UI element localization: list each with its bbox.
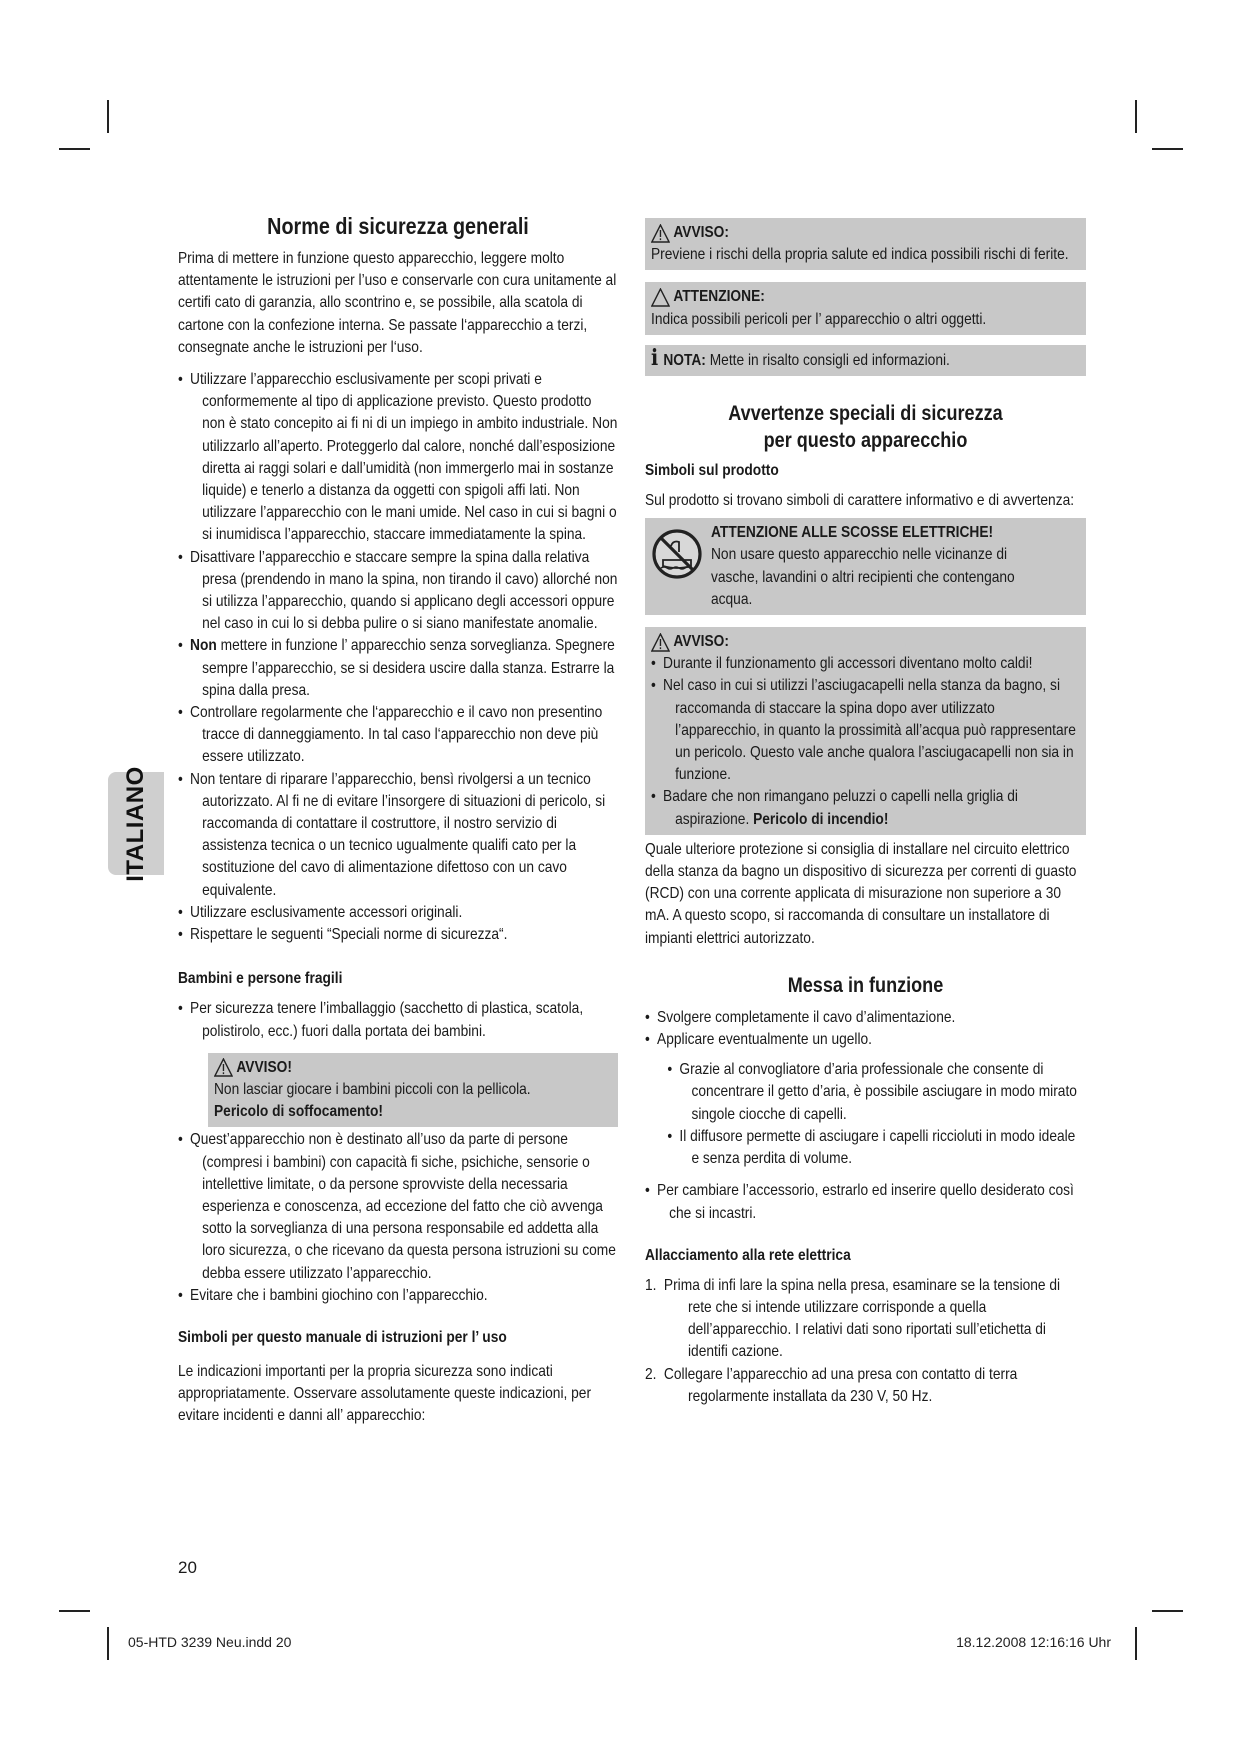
crop-mark <box>107 1627 109 1660</box>
list-item: • Non mettere in funzione l’ apparecchio senza sorveglianza. Spegnere sempre l’apparecchio, se si desidera uscire dalla stanza. Estrarre la spina dalla presa. <box>178 635 618 702</box>
crop-mark <box>59 1610 90 1612</box>
list-item: 1. Prima di infi lare la spina nella presa, esaminare se la tensione di rete che si intende utilizzare corrisponde a quella dell’apparecchio. I relativi dati sono riportati sull’etichetta di identifi cazione. <box>645 1276 1061 1361</box>
crop-mark <box>1135 100 1137 133</box>
language-tab-label: ITALIANO <box>122 765 149 882</box>
legend-attenzione-text: Indica possibili pericoli per l’ apparecchio o altri oggetti. <box>651 310 987 328</box>
heading-children: Bambini e persone fragili <box>178 970 343 988</box>
warning-box-bold: Pericolo di soffocamento! <box>214 1103 383 1121</box>
list-item: • Disattivare l’apparecchio e staccare sempre la spina dalla relativa presa (prendendo in mano la spina, non tirando il cavo) allorché non si utilizza l’apparecchio, quando si applicano degli accessori oppure nel caso in cui lo si debba pulire o si siano manifestate anomalie. <box>178 547 618 636</box>
allacciamento-list <box>645 1275 1086 1408</box>
intro-paragraph: Prima di mettere in funzione questo apparecchio, leggere molto attentamente le istruzioni per l’uso e conservarle con cura unitamente al certifi cato di garanzia, allo scontrino e, se possibile, alla scatola di cartone con la confezione interna. Se passate l‘apparecchio a terzi, consegnate anche le istruzioni per l‘uso. <box>178 250 617 356</box>
special-title-1: Avvertenze speciali di sicurezza <box>728 402 1003 426</box>
language-tab <box>108 765 164 882</box>
list-item: • Utilizzare l’apparecchio esclusivamente per scopi privati e conformemente al tipo di applicazione previsto. Questo prodotto non è stato concepito ai fi ni di un impiego in ambito industriale. Non utilizzarlo all’aperto. Proteggerlo dal calore, nonché dall’esposizione diretta ai raggi solari e dall’umidità (non immergerlo mai in sostanze liquide) e tenerlo a distanza da oggetti con spigoli affi lati. Non utilizzare l’apparecchio con le mani umide. Nel caso in cui si bagni o si inumidisca l’apparecchio, staccare immediatamente la spina. <box>178 369 618 547</box>
footer-date: 18.12.2008 12:16:16 Uhr <box>956 1634 1111 1650</box>
list-item: • Durante il funzionamento gli accessori diventano molto caldi! <box>651 653 1080 675</box>
legend-nota <box>645 345 1086 376</box>
warning-box-text: Non lasciar giocare i bambini piccoli con la pellicola. <box>214 1080 531 1098</box>
list-item: • Quest’apparecchio non è destinato all’uso da parte di persone (compresi i bambini) con capacità fi siche, psichiche, sensorie o intellettive limitate, o da persone sprovviste della necessaria esperienza e conoscenza, ad eccezione del fatto che ciò avvenga sotto la sorveglianza di una persona responsabile ed addetta alla loro sicurezza, o che ricevano da questa persona istruzioni su come debba essere utilizzato l’apparecchio. <box>178 1129 618 1284</box>
list-item: • Badare che non rimangano peluzzi o capelli nella griglia di aspirazione. Pericolo di incendio! <box>651 786 1080 830</box>
right-column <box>645 218 1086 1408</box>
left-column <box>178 212 618 1428</box>
warning-box-hot-head: AVVISO: <box>673 633 729 651</box>
crop-mark <box>1152 1610 1183 1612</box>
legend-avviso-head: AVVISO: <box>673 224 729 241</box>
crop-mark <box>59 148 90 150</box>
list-item: 2. Collegare l’apparecchio ad una presa con contatto di terra regolarmente installata da 230 V, 50 Hz. <box>645 1365 1018 1405</box>
list-item: • Nel caso in cui si utilizzi l’asciugacapelli nella stanza da bagno, si raccomanda di staccare la spina dopo aver utilizzato l’apparecchio, in quanto la prossimità all’acqua può rappresentare un pericolo. Questo vale anche qualora l’asciugacapelli non sia in funzione. <box>651 675 1080 786</box>
shock-box <box>645 518 1086 615</box>
emphasis-non: Non <box>190 637 217 655</box>
no-bath-icon <box>651 528 703 580</box>
section-title-messa: Messa in funzione <box>787 973 944 997</box>
warning-box-suffocation <box>208 1053 618 1128</box>
safety-list <box>178 369 618 946</box>
list-item: • Evitare che i bambini giochino con l’apparecchio. <box>178 1285 618 1307</box>
heading-allacciamento: Allacciamento alla rete elettrica <box>645 1246 851 1264</box>
list-item: • Non tentare di riparare l’apparecchio, bensì rivolgersi a un tecnico autorizzato. Al fi ne di evitare l’insorgere di situazioni di pericolo, si raccomanda di contattare il costruttore, il nostro servizio di assistenza tecnica o un tecnico ugualmente qualifi cato per la sostituzione del cavo di alimentazione difettoso con un cavo equivalente. <box>178 769 618 902</box>
warning-box-head: AVVISO! <box>236 1058 292 1076</box>
special-title-2: per questo apparecchio <box>763 429 968 453</box>
heading-product-symbols: Simboli sul prodotto <box>645 462 779 480</box>
legend-attenzione <box>645 282 1086 334</box>
list-item: • Per cambiare l’accessorio, estrarlo ed inserire quello desiderato così che si incastri. <box>645 1180 1086 1224</box>
shock-box-text: Non usare questo apparecchio nelle vicinanze di vasche, lavandini o altri recipienti che contengano acqua. <box>711 546 1015 608</box>
section-title-safety: Norme di sicurezza generali <box>267 213 529 239</box>
warning-triangle-icon <box>651 633 670 652</box>
legend-attenzione-head: ATTENZIONE: <box>673 288 765 306</box>
list-item: • Utilizzare esclusivamente accessori originali. <box>178 902 618 924</box>
list-item: • Il diffusore permette di asciugare i capelli riccioluti in modo ideale e senza perdita di volume. <box>667 1126 1086 1170</box>
warning-box-hot <box>645 627 1086 835</box>
info-icon: i <box>651 344 659 371</box>
manual-symbols-text: Le indicazioni importanti per la propria sicurezza sono indicati appropriatamente. Osservare assolutamente queste indicazioni, per evitare incidenti e danni all’ apparecchio: <box>178 1362 592 1425</box>
list-item: • Svolgere completamente il cavo d’alimentazione. <box>645 1007 1086 1029</box>
legend-nota-head: NOTA: <box>663 351 706 369</box>
fire-danger: Pericolo di incendio! <box>753 810 889 828</box>
list-item: • Applicare eventualmente un ugello. <box>645 1029 1086 1051</box>
warning-triangle-icon <box>651 224 670 243</box>
legend-nota-text: Mette in risalto consigli ed informazioni. <box>705 351 950 369</box>
children-list-2 <box>178 1129 618 1307</box>
messa-list <box>645 1007 1086 1225</box>
legend-avviso-text: Previene i rischi della propria salute ed indica possibili rischi di ferite. <box>651 246 1069 264</box>
product-symbols-text: Sul prodotto si trovano simboli di carattere informativo e di avvertenza: <box>645 492 1075 510</box>
heading-manual-symbols: Simboli per questo manuale di istruzioni per l’ uso <box>178 1328 507 1346</box>
shock-box-head: ATTENZIONE ALLE SCOSSE ELETTRICHE! <box>711 524 994 542</box>
crop-mark <box>107 100 109 133</box>
list-item: • Grazie al convogliatore d’aria professionale che consente di concentrare il getto d’aria, è possibile asciugare in modo mirato singole ciocche di capelli. <box>667 1059 1086 1126</box>
list-item: • Per sicurezza tenere l’imballaggio (sacchetto di plastica, scatola, polistirolo, ecc.) fuori dalla portata dei bambini. <box>178 998 618 1042</box>
list-item: • Rispettare le seguenti “Speciali norme di sicurezza“. <box>178 924 618 946</box>
warning-triangle-icon <box>214 1058 233 1077</box>
crop-mark <box>1135 1627 1137 1660</box>
page-number: 20 <box>178 1558 197 1577</box>
children-list <box>178 998 618 1042</box>
list-item: • Controllare regolarmente che l‘apparecchio e il cavo non presentino tracce di danneggiamento. In tal caso l‘apparecchio non deve più essere utilizzato. <box>178 702 618 769</box>
legend-avviso <box>645 218 1086 270</box>
footer-file: 05-HTD 3239 Neu.indd 20 <box>128 1634 292 1650</box>
caution-triangle-icon <box>651 288 670 307</box>
crop-mark <box>1152 148 1183 150</box>
rcd-paragraph: Quale ulteriore protezione si consiglia di installare nel circuito elettrico della stanza da bagno un dispositivo di sicurezza per correnti di guasto (RCD) con una corrente applicata di misurazione non superiore a 30 mA. A questo scopo, si raccomanda di consultare un installatore di impianti elettrici autorizzato. <box>645 840 1077 947</box>
